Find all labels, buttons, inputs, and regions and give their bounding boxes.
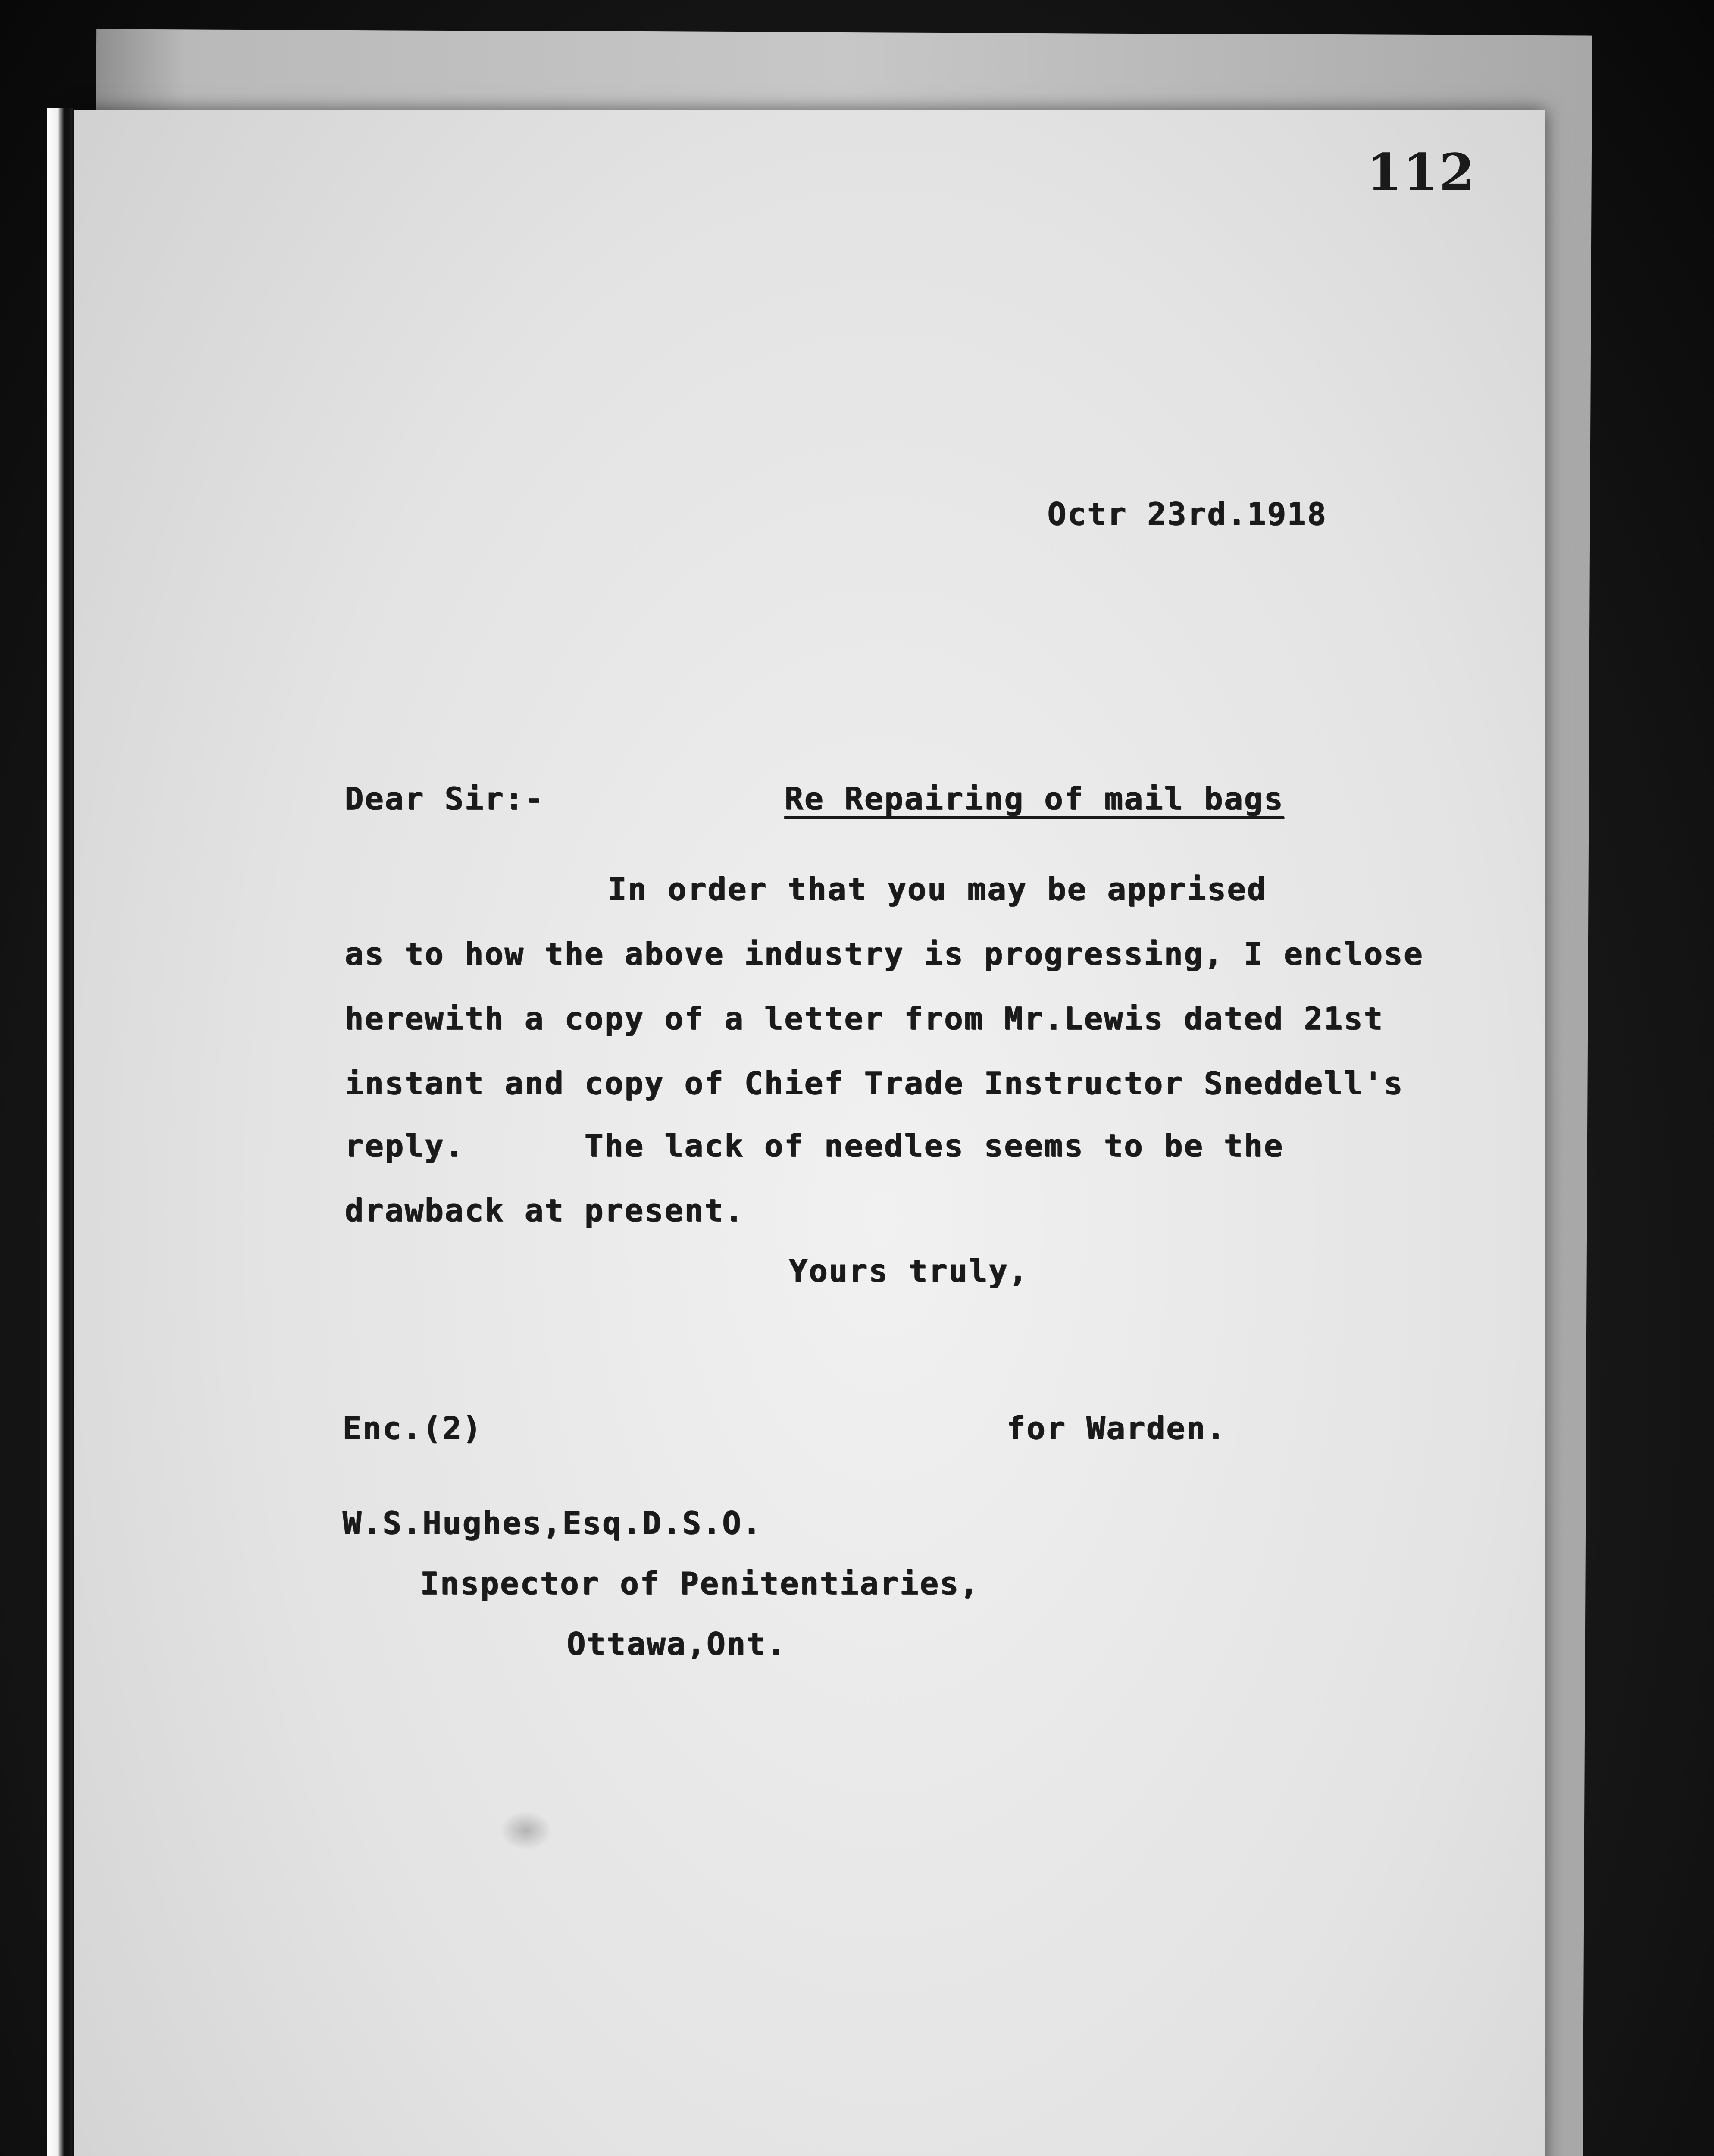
- recipient-name: W.S.Hughes,Esq.D.S.O.: [343, 1505, 763, 1541]
- salutation: Dear Sir:-: [345, 780, 545, 817]
- body-line: herewith a copy of a letter from Mr.Lewis dated 21st: [345, 1000, 1384, 1037]
- signature-line: for Warden.: [1007, 1410, 1226, 1446]
- body-line: as to how the above industry is progressing, I enclose: [345, 936, 1424, 972]
- body-line: drawback at present.: [345, 1192, 744, 1228]
- enclosure-note: Enc.(2): [343, 1410, 483, 1446]
- paper-speckles: [819, 2091, 1466, 2156]
- body-line: In order that you may be apprised: [608, 871, 1267, 907]
- page-number: 112: [1367, 142, 1476, 202]
- page-edge-shadow: [64, 108, 70, 2156]
- closing: Yours truly,: [789, 1253, 1029, 1289]
- ink-smudge: [500, 1811, 552, 1850]
- subject-line: Re Repairing of mail bags: [785, 780, 1284, 817]
- recipient-title: Inspector of Penitentiaries,: [420, 1565, 980, 1601]
- body-line: reply. The lack of needles seems to be the: [345, 1128, 1284, 1164]
- recipient-location: Ottawa,Ont.: [567, 1626, 787, 1662]
- letter-date: Octr 23rd.1918: [1048, 496, 1327, 532]
- body-line: instant and copy of Chief Trade Instructor Sneddell's: [345, 1065, 1404, 1101]
- page-left-edge: [47, 108, 74, 2156]
